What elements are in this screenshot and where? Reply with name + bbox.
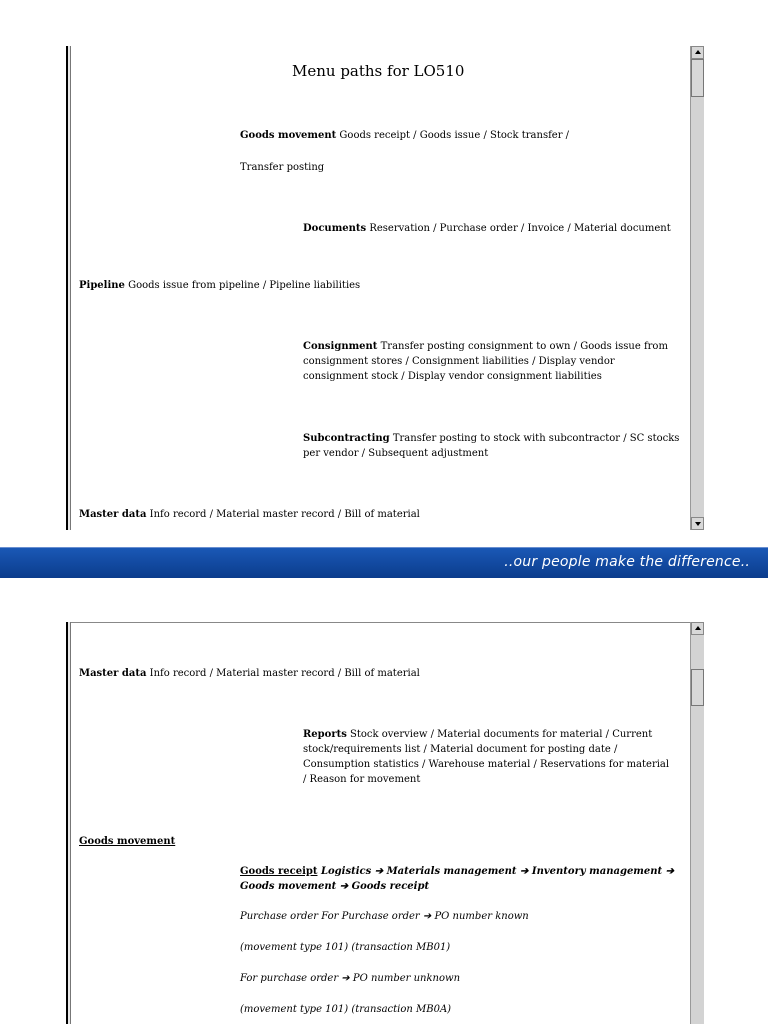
- documents-entry: [303, 221, 671, 236]
- document-pane-top: [66, 46, 704, 530]
- vertical-scrollbar[interactable]: [690, 622, 704, 1024]
- consignment-text: Transfer posting consignment to own / Goods issue from consignment stores / Consignment liabilities / Display vendor consignment stock / Display vendor consignment liabilities: [303, 341, 668, 382]
- goods-receipt-line-3: [240, 971, 460, 986]
- pipeline-label: Pipeline: [79, 280, 125, 291]
- master-data-entry: [79, 507, 420, 522]
- footer-banner: [0, 547, 768, 578]
- documents-label: Documents: [303, 223, 367, 234]
- reports-text: Stock overview / Material documents for material / Current stock/requirements list / Material document for posting date / Consumption statistics / Warehouse material / Reservations for material / Reason for movement: [303, 729, 670, 785]
- pane-left-border: [66, 622, 71, 1024]
- goods-receipt-line-4: [240, 1002, 451, 1017]
- page-title: Menu paths for LO510: [292, 62, 465, 80]
- vertical-scrollbar[interactable]: [690, 46, 704, 530]
- goods-receipt-line-4-text: (movement type 101) (transaction MB0A): [240, 1004, 452, 1015]
- pipeline-text: Goods issue from pipeline / Pipeline liabilities: [124, 280, 361, 291]
- master-data-text: Info record / Material master record / Bill of material: [146, 509, 420, 520]
- goods-receipt-line-1-text: Purchase order For Purchase order ➔ PO number known: [240, 911, 529, 922]
- goods-receipt-line-2-text: (movement type 101) (transaction MB01): [240, 942, 451, 953]
- master-data-entry: [79, 666, 420, 681]
- banner-tagline: ..our people make the difference..: [504, 554, 750, 570]
- goods-movement-heading-text: Goods movement: [79, 836, 176, 847]
- document-pane-bottom: [66, 622, 704, 1024]
- scroll-down-arrow-icon[interactable]: [691, 517, 704, 530]
- consignment-label: Consignment: [303, 341, 378, 352]
- goods-receipt-entry: [240, 864, 680, 894]
- transfer-posting-text: Transfer posting: [240, 162, 325, 173]
- subcontracting-label: Subcontracting: [303, 433, 390, 444]
- pipeline-entry: [79, 278, 360, 293]
- scroll-up-arrow-icon[interactable]: [691, 622, 704, 635]
- subcontracting-text: Transfer posting to stock with subcontractor / SC stocks per vendor / Subsequent adjustment: [303, 433, 680, 459]
- goods-receipt-line-1: [240, 909, 529, 924]
- master-data-text: Info record / Material master record / Bill of material: [146, 668, 420, 679]
- goods-receipt-path: Logistics ➔ Materials management ➔ Inventory management ➔ Goods movement ➔ Goods receipt: [240, 866, 674, 892]
- documents-text: Reservation / Purchase order / Invoice / Material document: [366, 223, 671, 234]
- scroll-up-arrow-icon[interactable]: [691, 46, 704, 59]
- scroll-thumb[interactable]: [691, 59, 704, 97]
- goods-movement-entry: [240, 128, 569, 143]
- goods-movement-heading: [79, 834, 175, 849]
- subcontracting-entry: [303, 431, 685, 461]
- goods-movement-label: Goods movement: [240, 130, 337, 141]
- reports-label: Reports: [303, 729, 347, 740]
- goods-receipt-line-3-text: For purchase order ➔ PO number unknown: [240, 973, 461, 984]
- master-data-label: Master data: [79, 668, 147, 679]
- pane-top-border: [66, 622, 704, 623]
- scroll-thumb[interactable]: [691, 669, 704, 706]
- goods-receipt-label: Goods receipt: [240, 866, 318, 877]
- reports-entry: [303, 727, 673, 787]
- consignment-entry: [303, 339, 673, 384]
- master-data-label: Master data: [79, 509, 147, 520]
- goods-movement-text: Goods receipt / Goods issue / Stock transfer /: [336, 130, 570, 141]
- pane-left-border: [66, 46, 71, 530]
- goods-receipt-line-2: [240, 940, 450, 955]
